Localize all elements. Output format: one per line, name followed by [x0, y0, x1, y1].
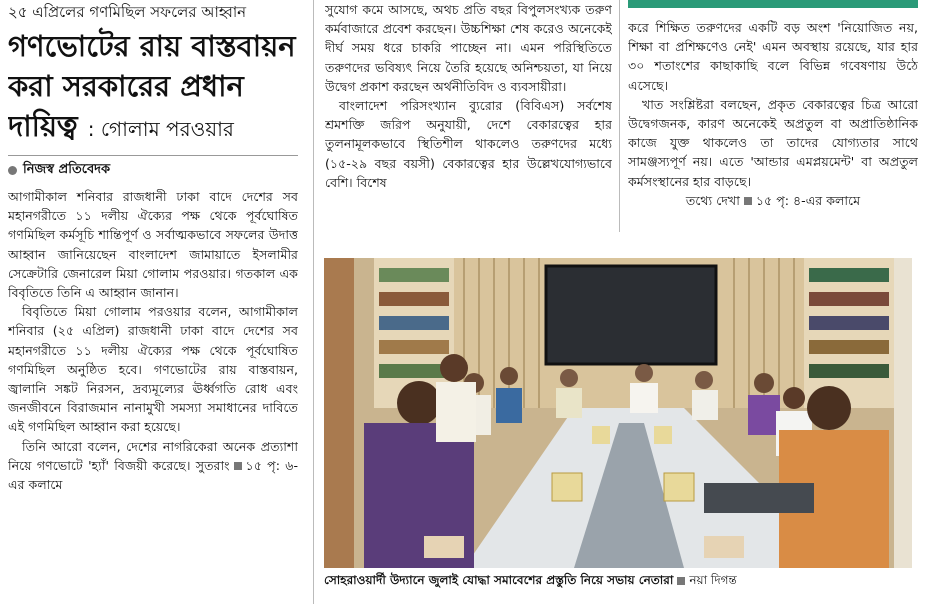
article-body	[8, 187, 298, 494]
square-bullet-icon	[677, 577, 685, 585]
photo-credit: নয়া দিগন্ত	[689, 573, 737, 587]
paragraph	[8, 437, 298, 495]
meeting-photo	[324, 258, 912, 568]
lead-article	[8, 0, 298, 604]
continuation-line	[628, 191, 918, 210]
paragraph: করে শিক্ষিত তরুণদের একটি বড় অংশ 'নিয়োজিত নয়, শিক্ষা বা প্রশিক্ষণেও নেই' এমন অবস্থায় রয়েছে, যার হার ৩০ শতাংশের কাছাকাছি বলে বিভিন্ন গবেষণায় উঠে এসেছে।	[628, 20, 918, 93]
paragraph: খাত সংশ্লিষ্টরা বলছেন, প্রকৃত বেকারত্বের চিত্র আরো উদ্বেগজনক, কারণ অনেকেই অপ্রতুল বা অপ্রাতিষ্ঠানিক কাজে যুক্ত থাকলেও তা তাদের যোগ্যতার সাথে সামঞ্জস্যপূর্ণ নয়। এতে 'আন্ডার এমপ্লয়মেন্ট' বা অপ্রতুল কর্মসংস্থানের হার বাড়ছে।	[628, 96, 918, 189]
paragraph: বাংলাদেশ পরিসংখ্যান ব্যুরোর (বিবিএস) সর্বশেষ শ্রমশক্তি জরিপ অনুযায়ী, দেশে বেকারত্বের হার তুলনামূলকভাবে স্থিতিশীল থাকলেও তরুণদের মধ্যে (১৫-২৯ বছর বয়সী) বেকারত্বের হার উল্লেখযোগ্যভাবে বেশি। বিশেষ	[325, 98, 612, 190]
headline-text: গণভোটের রায় বাস্তবায়ন করা সরকারের প্রধান দায়িত্ব	[8, 29, 296, 143]
square-bullet-icon	[234, 462, 242, 470]
column-divider	[619, 0, 620, 232]
article-headline	[8, 26, 298, 149]
continuation-link[interactable]: ১৫ পৃ: ৪-এর কলামে	[755, 192, 861, 208]
continuation-link[interactable]: ১৫ পৃ: ৬-এর কলামে	[8, 457, 298, 493]
headline-byline: : গোলাম পরওয়ার	[87, 117, 234, 141]
column-divider	[313, 0, 314, 604]
color-bar	[628, 0, 918, 8]
bullet-icon	[8, 166, 17, 175]
caption-text: সোহরাওয়ার্দী উদ্যানে জুলাই যোদ্ধা সমাবেশের প্রস্তুতি নিয়ে সভায় নেতারা	[324, 573, 674, 587]
paragraph: সুযোগ কমে আসছে, অথচ প্রতি বছর বিপুলসংখ্যক তরুণ কর্মবাজারে প্রবেশ করছেন। উচ্চশিক্ষা শেষ করেও অনেকেই দীর্ঘ সময় ধরে চাকরি পাচ্ছেন না। এমন পরিস্থিতিতে তরুণদের ভবিষ্যৎ নিয়ে তৈরি হয়েছে অনিশ্চয়তা, যা নিয়ে উদ্বেগ প্রকাশ করছেন অর্থনীতিবিদ ও ব্যবসায়ীরা।	[325, 2, 612, 94]
right-column	[628, 0, 918, 232]
photo-caption	[324, 571, 924, 589]
reporter-name: নিজস্ব প্রতিবেদক	[23, 162, 111, 177]
middle-column	[325, 0, 612, 232]
paragraph-text: তিনি আরো বলেন, দেশের নাগরিকেরা অনেক প্রত্যাশা নিয়ে গণভোটে 'হ্যাঁ' বিজয়ী করেছে। সুতরাং	[8, 438, 298, 473]
paragraph: বিবৃতিতে মিয়া গোলাম পরওয়ার বলেন, আগামীকাল শনিবার (২৫ এপ্রিল) রাজধানী ঢাকা বাদে দেশের সব মহানগরীতে ১১ দলীয় ঐক্যের পক্ষ থেকে পূর্বঘোষিত গণমিছিল অনুষ্ঠিত হবে। গণভোটের রায় বাস্তবায়ন, জ্বালানি সঙ্কট নিরসন, দ্রব্যমূল্যের ঊর্ধ্বগতি রোধ এবং জনজীবনে বিরাজমান নানামুখী সমস্যা সমাধানের দাবিতে এই গণমিছিল আহ্বান করা হয়েছে।	[8, 304, 298, 435]
divider	[8, 155, 298, 156]
paragraph: আগামীকাল শনিবার রাজধানী ঢাকা বাদে দেশের সব মহানগরীতে ১১ দলীয় ঐক্যের পক্ষ থেকে পূর্বঘোষিত গণমিছিল কর্মসূচি শান্তিপূর্ণ ও সর্বাত্মকভাবে সফলের উদাত্ত আহ্বান জানিয়েছেন বাংলাদেশ জামায়াতে ইসলামীর সেক্রেটারি জেনারেল মিয়া গোলাম পরওয়ার। গতকাল এক বিবৃতিতে তিনি এ আহ্বান জানান।	[8, 189, 298, 301]
square-bullet-icon	[744, 197, 752, 205]
reporter-line	[8, 160, 298, 181]
jump-prefix: তথ্যে দেখা	[685, 192, 740, 208]
article-kicker: ২৫ এপ্রিলের গণমিছিল সফলের আহ্বান	[8, 3, 247, 21]
